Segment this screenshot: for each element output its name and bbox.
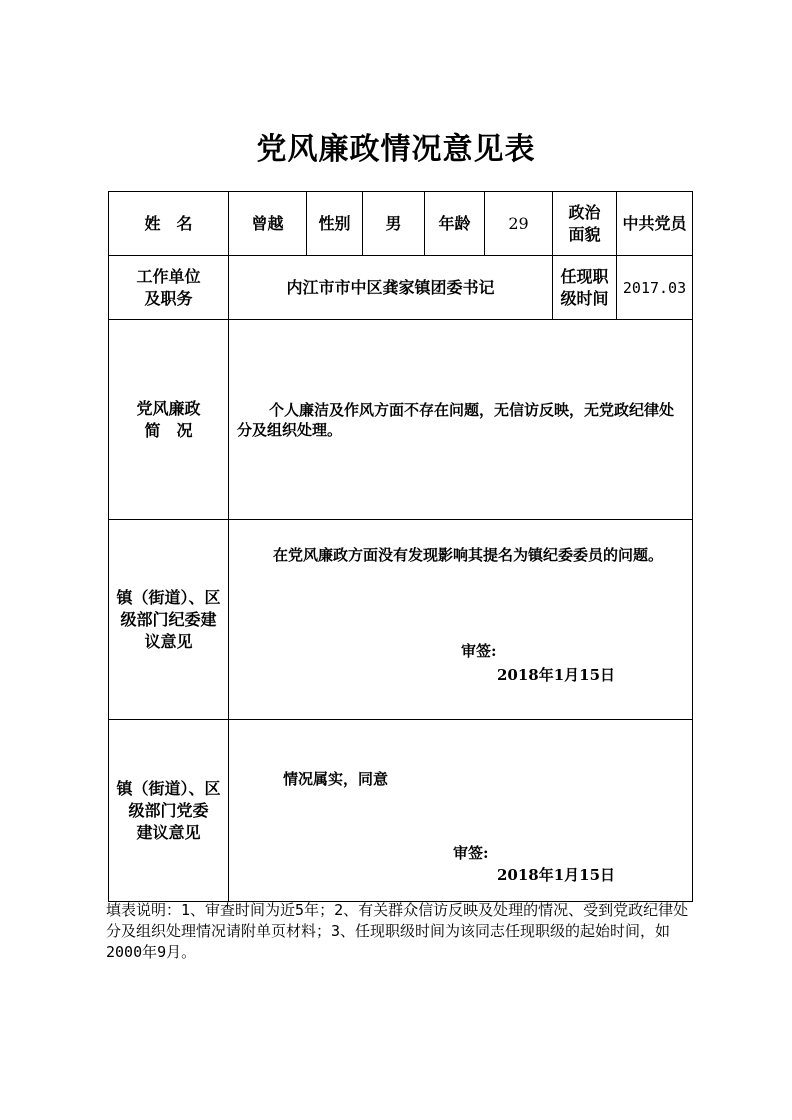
integrity-label (109, 320, 229, 520)
discipline-opinion-cell (229, 520, 693, 720)
unit-value: 内江市市中区龚家镇团委书记 (229, 256, 553, 320)
row-discipline-opinion (109, 520, 693, 720)
party-sign-label: 审签: (453, 844, 489, 862)
party-label-line3: 建议意见 (136, 822, 201, 842)
tenure-label-line1: 任现职 (560, 266, 609, 286)
tenure-label-line2: 级时间 (560, 288, 609, 308)
gender-label: 性别 (307, 192, 363, 256)
name-label: 姓 名 (109, 192, 229, 256)
integrity-content: 个人廉洁及作风方面不存在问题，无信访反映，无党政纪律处分及组织处理。 (237, 400, 675, 439)
politics-label-line1: 政治 (568, 202, 601, 222)
tenure-value: 2017.03 (617, 256, 693, 320)
party-label-line1: 镇（街道）、区 (116, 778, 221, 798)
unit-label-line1: 工作单位 (136, 266, 201, 286)
gender-value: 男 (363, 192, 425, 256)
discipline-label (109, 520, 229, 720)
integrity-content-cell (229, 320, 693, 520)
age-label: 年龄 (425, 192, 485, 256)
politics-label (553, 192, 617, 256)
row-basic-info (109, 192, 693, 256)
politics-value: 中共党员 (617, 192, 693, 256)
discipline-label-line3: 议意见 (144, 631, 193, 651)
party-date: 2018年1月15日 (497, 866, 616, 884)
discipline-sign-label: 审签: (461, 642, 497, 660)
party-label (109, 720, 229, 902)
opinion-form-table (108, 191, 693, 902)
discipline-label-line1: 镇（街道）、区 (116, 587, 221, 607)
integrity-label-line2: 简 况 (144, 420, 193, 440)
party-label-line2: 级部门党委 (128, 800, 209, 820)
form-instructions: 填表说明：1、审查时间为近5年；2、有关群众信访反映及处理的情况、受到党政纪律处分及组织处理情况请附单页材料；3、任现职级时间为该同志任现职级的起始时间，如2000年9月。 (106, 901, 689, 961)
party-opinion-text: 情况属实，同意 (283, 770, 389, 788)
party-opinion-cell (229, 720, 693, 902)
page-title: 党风廉政情况意见表 (256, 132, 536, 167)
discipline-label-line2: 级部门纪委建 (120, 609, 217, 629)
unit-label (109, 256, 229, 320)
unit-label-line2: 及职务 (144, 288, 193, 308)
integrity-label-line1: 党风廉政 (136, 398, 201, 418)
row-party-opinion (109, 720, 693, 902)
tenure-label (553, 256, 617, 320)
politics-label-line2: 面貌 (568, 224, 601, 244)
row-integrity-brief (109, 320, 693, 520)
name-value: 曾越 (229, 192, 307, 256)
row-unit (109, 256, 693, 320)
discipline-opinion-text: 在党风廉政方面没有发现影响其提名为镇纪委委员的问题。 (273, 546, 664, 564)
discipline-date: 2018年1月15日 (497, 666, 616, 684)
age-value: 29 (485, 192, 553, 256)
